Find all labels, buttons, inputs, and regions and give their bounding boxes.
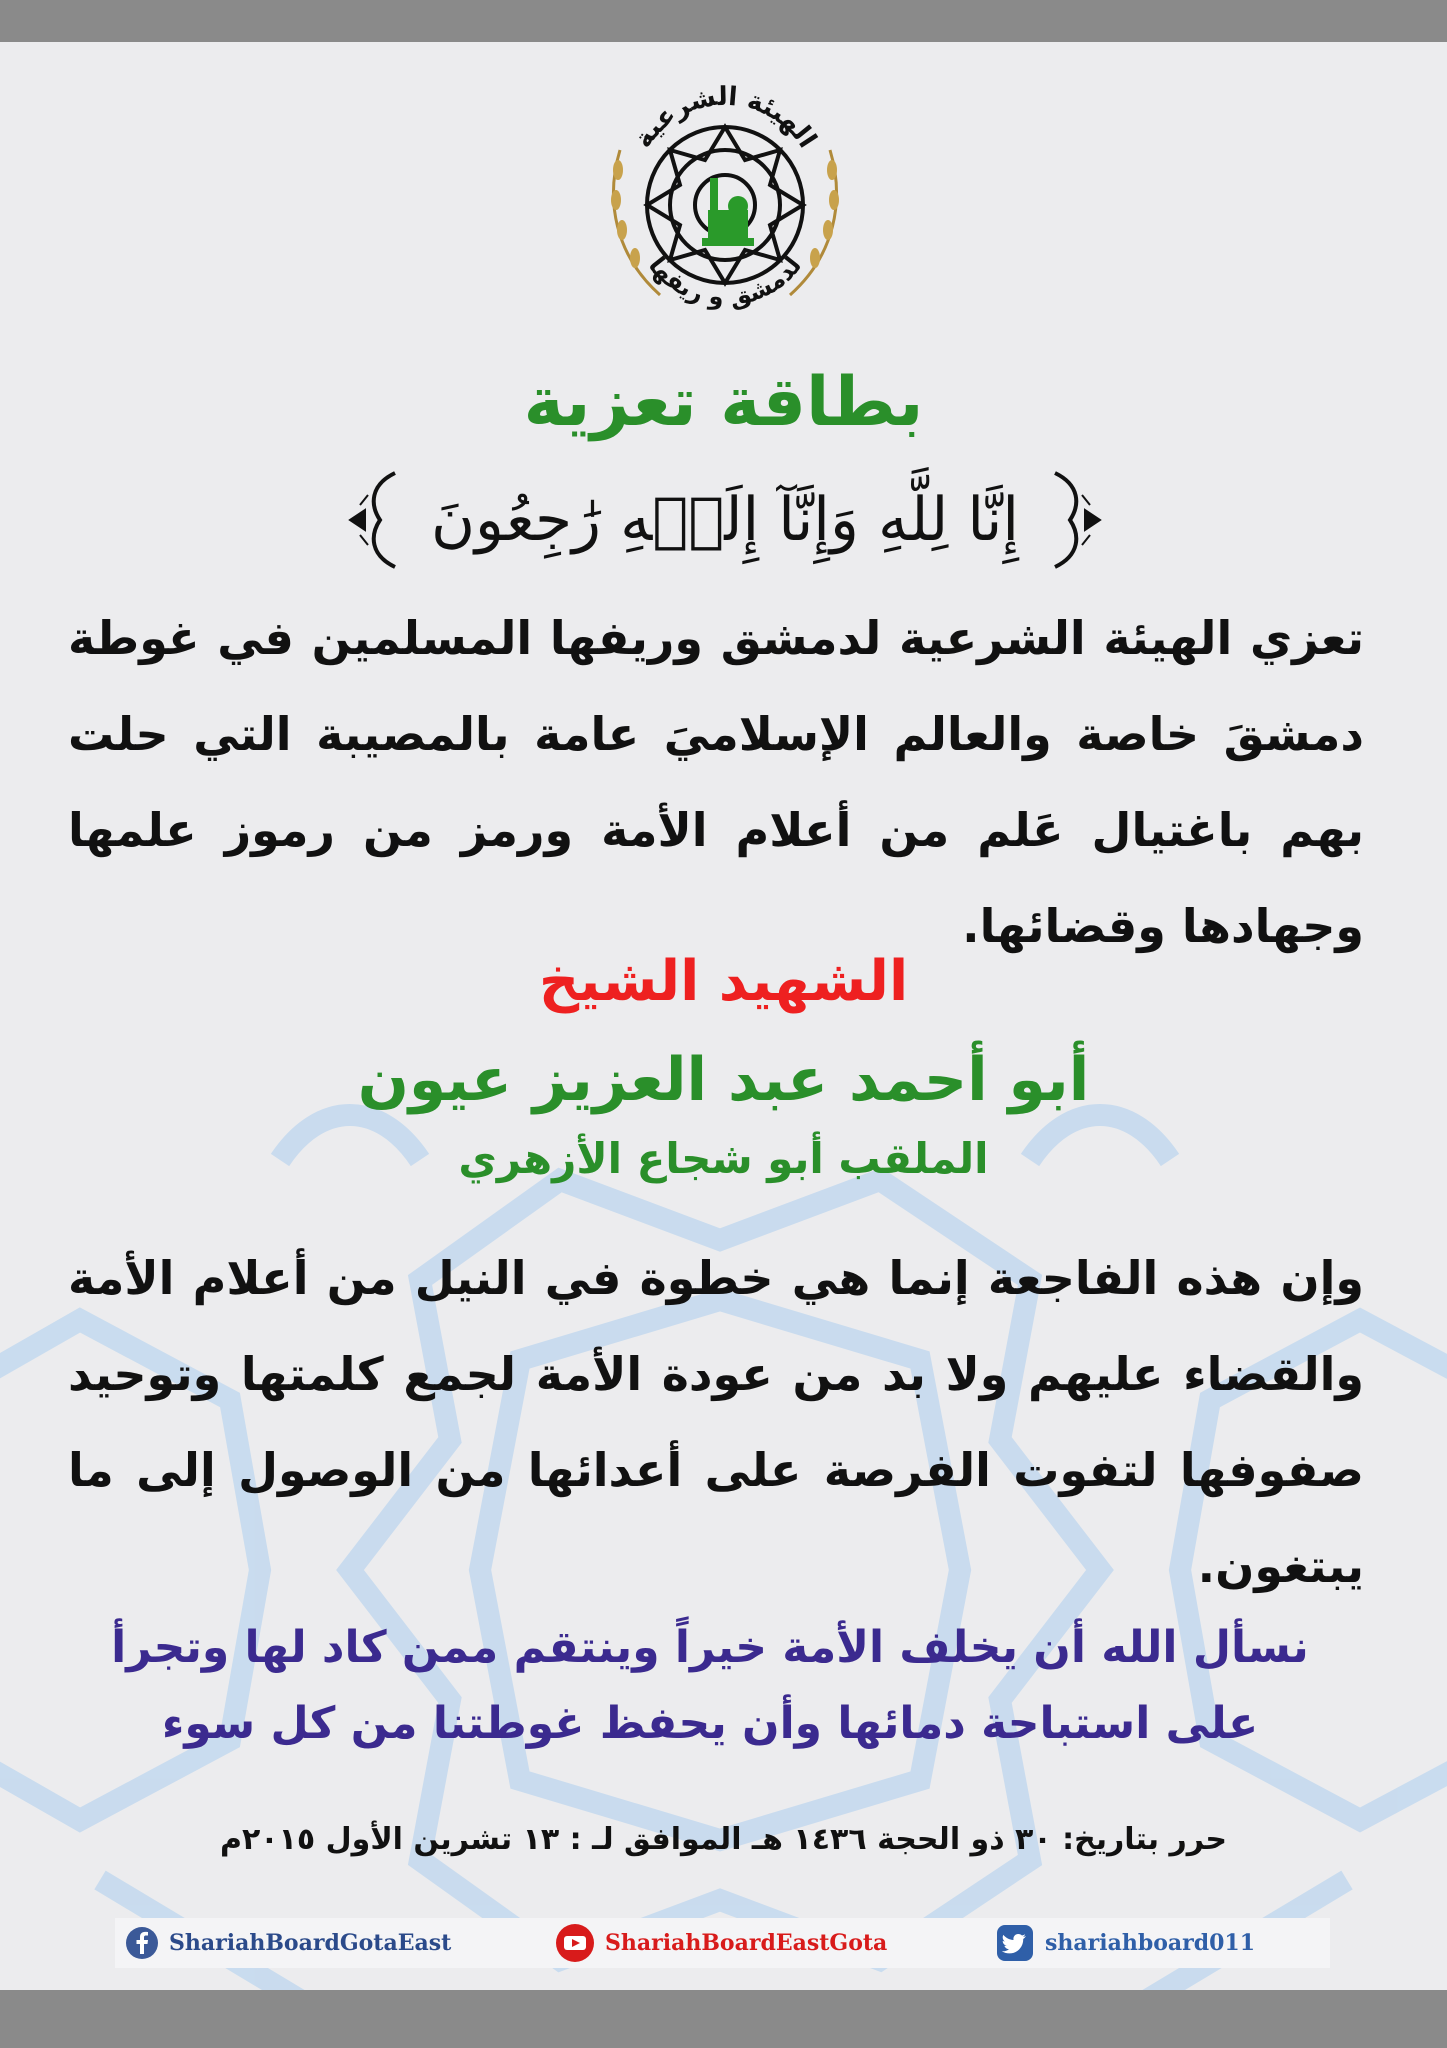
martyr-name: أبو أحمد عبد العزيز عيون (357, 1045, 1090, 1115)
youtube-icon (555, 1923, 595, 1963)
youtube-link[interactable] (555, 1918, 887, 1968)
sharia-board-logo (590, 60, 860, 330)
facebook-handle: ShariahBoardGotaEast (169, 1930, 452, 1956)
logo-bottom-text: لدمشق و ريفها (642, 251, 808, 312)
svg-text:الهيئة الشرعية (628, 82, 822, 154)
social-links-bar (115, 1918, 1330, 1968)
youtube-handle: ShariahBoardEastGota (605, 1930, 888, 1956)
quran-verse-frame (340, 465, 1110, 575)
martyr-nickname: الملقب أبو شجاع الأزهري (458, 1134, 989, 1183)
facebook-icon (125, 1926, 159, 1960)
prayer-text: نسأل الله أن يخلف الأمة خيراً وينتقم ممن كاد لها وتجرأ على استباحة دمائها وأن يحفظ غوطتنا من كل سوء (111, 1622, 1309, 1749)
condolence-paragraph: تعزي الهيئة الشرعية لدمشق وريفها المسلمين في غوطة دمشقَ خاصة والعالم الإسلاميَ عامة بالمصيبة التي حلت بهم باغتيال عَلم من أعلام الأمة ورمز من رموز علمها وجهادها وقضائها. (68, 611, 1364, 953)
martyr-title: الشهيد الشيخ (538, 949, 909, 1014)
top-frame-bar (0, 0, 1447, 42)
tragedy-paragraph: وإن هذه الفاجعة إنما هي خطوة في النيل من أعلام الأمة والقضاء عليهم ولا بد من عودة الأمة لجمع كلمتها وتوحيد صفوفها لتفوت الفرصة على أعدائها من الوصول إلى ما يبتغون. (68, 1251, 1364, 1593)
quran-verse: إِنَّا لِلَّهِ وَإِنَّآ إِلَيۡهِ رَٰجِعُونَ (430, 485, 1020, 555)
date-line: حرر بتاريخ: ٣٠ ذو الحجة ١٤٣٦ هـ الموافق لـ : ١٣ تشرين الأول ٢٠١٥م (219, 1822, 1228, 1857)
bottom-frame-bar (0, 1990, 1447, 2048)
card-title: بطاقة تعزية (523, 363, 924, 442)
facebook-link[interactable] (125, 1918, 451, 1968)
ornate-bracket-right-icon (1040, 465, 1110, 575)
twitter-handle: shariahboard011 (1045, 1930, 1256, 1956)
twitter-icon (995, 1923, 1035, 1963)
twitter-link[interactable] (995, 1918, 1255, 1968)
logo-top-text: الهيئة الشرعية (628, 81, 823, 154)
